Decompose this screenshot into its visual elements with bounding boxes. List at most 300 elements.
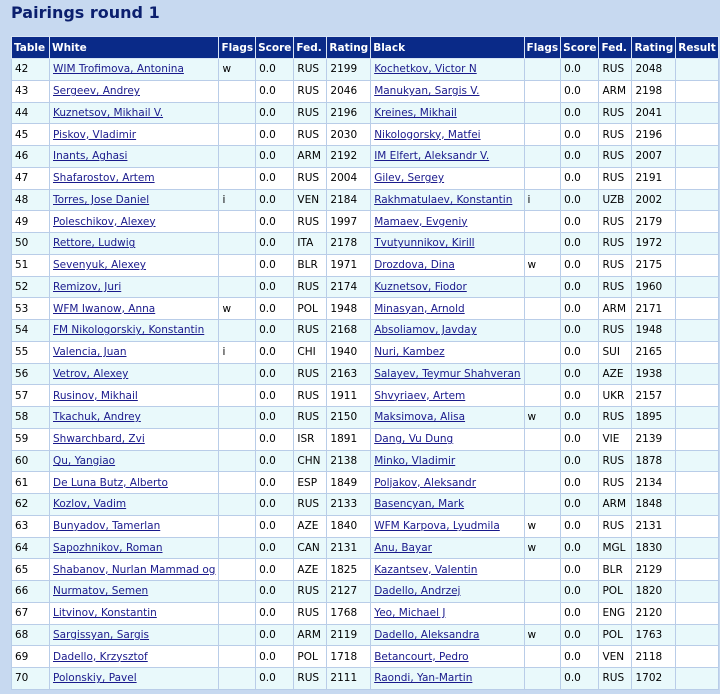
- white-player-link[interactable]: De Luna Butz, Alberto: [53, 476, 168, 489]
- black-rating: 2007: [635, 150, 663, 163]
- white-score-cell: [256, 537, 294, 559]
- white-score-cell: [256, 646, 294, 668]
- white-player-cell: [50, 233, 219, 255]
- white-federation: RUS: [297, 672, 320, 685]
- table-number: 70: [15, 672, 29, 685]
- white-score: 0.0: [259, 607, 276, 620]
- white-player-link[interactable]: Tkachuk, Andrey: [53, 411, 141, 424]
- black-rating-cell: [632, 298, 676, 320]
- white-federation: RUS: [297, 585, 320, 598]
- black-score: 0.0: [564, 389, 581, 402]
- black-player-link[interactable]: Minko, Vladimir: [374, 454, 456, 467]
- white-flags-cell: [219, 102, 256, 124]
- black-rating-cell: [632, 407, 676, 429]
- white-score: 0.0: [259, 106, 276, 119]
- white-rating-cell: [327, 428, 371, 450]
- table-number: 58: [15, 411, 29, 424]
- black-score-cell: [561, 581, 599, 603]
- black-player-link[interactable]: IM Elfert, Aleksandr V.: [374, 150, 490, 163]
- white-player-link[interactable]: Kozlov, Vadim: [53, 498, 127, 511]
- white-score: 0.0: [259, 346, 276, 359]
- white-score-cell: [256, 472, 294, 494]
- table-number-cell: [12, 515, 50, 537]
- white-score-cell: [256, 602, 294, 624]
- white-rating: 2138: [330, 454, 358, 467]
- white-player-link[interactable]: Poleschikov, Alexey: [53, 215, 156, 228]
- white-score-cell: [256, 124, 294, 146]
- black-rating: 2165: [635, 346, 663, 359]
- white-score-cell: [256, 189, 294, 211]
- black-player-link[interactable]: Anu, Bayar: [374, 541, 432, 554]
- white-player-cell: [50, 124, 219, 146]
- black-player-link[interactable]: Absoliamov, Javday: [374, 324, 477, 337]
- black-score-cell: [561, 407, 599, 429]
- white-player-link[interactable]: Shwarchbard, Zvi: [53, 433, 145, 446]
- black-rating-cell: [632, 124, 676, 146]
- black-score: 0.0: [564, 454, 581, 467]
- black-federation-cell: [599, 559, 632, 581]
- white-federation-cell: [294, 407, 327, 429]
- black-flags-cell: [524, 559, 561, 581]
- black-score-cell: [561, 211, 599, 233]
- black-player-link[interactable]: Kochetkov, Victor N: [374, 63, 477, 76]
- result-cell: [676, 515, 719, 537]
- white-score: 0.0: [259, 237, 276, 250]
- black-player-link[interactable]: Kazantsev, Valentin: [374, 563, 478, 576]
- black-score: 0.0: [564, 172, 581, 185]
- white-score-cell: [256, 407, 294, 429]
- black-flags: i: [527, 193, 531, 206]
- black-player-cell: [371, 668, 524, 690]
- white-flags-cell: [219, 472, 256, 494]
- black-player-link[interactable]: Dadello, Aleksandra: [374, 628, 480, 641]
- white-score-cell: [256, 276, 294, 298]
- white-federation-cell: [294, 276, 327, 298]
- white-federation: RUS: [297, 215, 320, 228]
- black-score-cell: [561, 537, 599, 559]
- result-cell: [676, 537, 719, 559]
- white-player-cell: [50, 341, 219, 363]
- white-player-link[interactable]: Sargissyan, Sargis: [53, 628, 150, 641]
- black-player-cell: [371, 211, 524, 233]
- white-federation-cell: [294, 668, 327, 690]
- white-player-cell: [50, 385, 219, 407]
- white-flags: w: [222, 63, 232, 76]
- black-federation: RUS: [602, 259, 625, 272]
- black-player-cell: [371, 428, 524, 450]
- black-rating: 2120: [635, 607, 663, 620]
- black-federation: UKR: [602, 389, 625, 402]
- white-player-cell: [50, 450, 219, 472]
- white-player-link[interactable]: Valencia, Juan: [53, 346, 127, 359]
- white-rating: 1948: [330, 302, 358, 315]
- black-flags-cell: [524, 385, 561, 407]
- white-player-link[interactable]: Sergeev, Andrey: [53, 85, 140, 98]
- white-player-link[interactable]: Rusinov, Mikhail: [53, 389, 138, 402]
- white-player-link[interactable]: Kuznetsov, Mikhail V.: [53, 106, 164, 119]
- black-federation: ARM: [602, 498, 627, 511]
- black-player-link[interactable]: Nikologorsky, Matfei: [374, 128, 481, 141]
- white-player-link[interactable]: Torres, Jose Daniel: [53, 193, 150, 206]
- black-flags-cell: [524, 80, 561, 102]
- black-player-link[interactable]: Mamaev, Evgeniy: [374, 215, 468, 228]
- black-rating-cell: [632, 537, 676, 559]
- white-player-link[interactable]: Dadello, Krzysztof: [53, 650, 148, 663]
- white-player-cell: [50, 189, 219, 211]
- white-score-cell: [256, 146, 294, 168]
- black-federation: RUS: [602, 63, 625, 76]
- table-number-cell: [12, 233, 50, 255]
- white-player-link[interactable]: Inants, Aghasi: [53, 150, 128, 163]
- white-rating: 2004: [330, 172, 358, 185]
- black-federation: RUS: [602, 150, 625, 163]
- table-number-cell: [12, 167, 50, 189]
- black-federation-cell: [599, 450, 632, 472]
- black-federation: RUS: [602, 324, 625, 337]
- white-player-cell: [50, 537, 219, 559]
- white-player-link[interactable]: Polonskiy, Pavel: [53, 672, 137, 685]
- black-player-link[interactable]: Maksimova, Alisa: [374, 411, 466, 424]
- black-player-link[interactable]: Betancourt, Pedro: [374, 650, 469, 663]
- black-flags-cell: [524, 124, 561, 146]
- white-player-link[interactable]: Shabanov, Nurlan Mammad og: [53, 563, 216, 576]
- white-player-cell: [50, 581, 219, 603]
- white-rating-cell: [327, 537, 371, 559]
- white-rating: 1971: [330, 259, 358, 272]
- white-player-link[interactable]: FM Nikologorskiy, Konstantin: [53, 324, 205, 337]
- black-flags-cell: [524, 102, 561, 124]
- black-federation: ARM: [602, 85, 627, 98]
- black-rating-cell: [632, 146, 676, 168]
- table-number-cell: [12, 646, 50, 668]
- table-row: [12, 581, 719, 603]
- black-score-cell: [561, 189, 599, 211]
- table-number-cell: [12, 298, 50, 320]
- black-score: 0.0: [564, 193, 581, 206]
- white-player-link[interactable]: Piskov, Vladimir: [53, 128, 137, 141]
- white-score-cell: [256, 450, 294, 472]
- table-number-cell: [12, 320, 50, 342]
- black-rating-cell: [632, 668, 676, 690]
- table-number-cell: [12, 472, 50, 494]
- white-player-link[interactable]: WFM Iwanow, Anna: [53, 302, 156, 315]
- white-rating-cell: [327, 59, 371, 81]
- black-score-cell: [561, 494, 599, 516]
- white-player-cell: [50, 80, 219, 102]
- white-federation-cell: [294, 537, 327, 559]
- black-player-link[interactable]: Minasyan, Arnold: [374, 302, 465, 315]
- black-player-link[interactable]: Gilev, Sergey: [374, 172, 445, 185]
- table-number: 61: [15, 476, 29, 489]
- white-flags-cell: [219, 450, 256, 472]
- black-score-cell: [561, 146, 599, 168]
- white-score-cell: [256, 59, 294, 81]
- white-player-link[interactable]: Rettore, Ludwig: [53, 237, 136, 250]
- black-score-cell: [561, 363, 599, 385]
- table-number-cell: [12, 624, 50, 646]
- black-score: 0.0: [564, 607, 581, 620]
- white-flags-cell: [219, 320, 256, 342]
- black-player-cell: [371, 146, 524, 168]
- white-rating: 2163: [330, 367, 358, 380]
- white-player-link[interactable]: Sapozhnikov, Roman: [53, 541, 163, 554]
- black-rating-cell: [632, 320, 676, 342]
- white-player-link[interactable]: Sevenyuk, Alexey: [53, 259, 147, 272]
- table-number-cell: [12, 59, 50, 81]
- white-player-cell: [50, 602, 219, 624]
- pairings-table: [11, 36, 719, 690]
- black-federation: RUS: [602, 128, 625, 141]
- black-score-cell: [561, 515, 599, 537]
- black-player-link[interactable]: Kuznetsov, Fiodor: [374, 280, 467, 293]
- white-score: 0.0: [259, 172, 276, 185]
- table-row: [12, 450, 719, 472]
- white-rating-cell: [327, 189, 371, 211]
- white-federation-cell: [294, 80, 327, 102]
- black-rating-cell: [632, 80, 676, 102]
- white-player-cell: [50, 363, 219, 385]
- white-rating-cell: [327, 276, 371, 298]
- black-flags-cell: [524, 189, 561, 211]
- black-player-link[interactable]: Basencyan, Mark: [374, 498, 465, 511]
- black-player-link[interactable]: Dang, Vu Dung: [374, 433, 454, 446]
- white-player-link[interactable]: Nurmatov, Semen: [53, 585, 149, 598]
- black-federation-cell: [599, 146, 632, 168]
- black-player-link[interactable]: Raondi, Yan-Martin: [374, 672, 473, 685]
- white-federation-cell: [294, 559, 327, 581]
- black-flags-cell: [524, 581, 561, 603]
- black-rating-cell: [632, 254, 676, 276]
- white-flags-cell: [219, 581, 256, 603]
- black-federation: VIE: [602, 433, 620, 446]
- black-score-cell: [561, 124, 599, 146]
- white-player-cell: [50, 494, 219, 516]
- black-federation-cell: [599, 211, 632, 233]
- white-rating-cell: [327, 211, 371, 233]
- black-federation-cell: [599, 494, 632, 516]
- white-flags-cell: [219, 385, 256, 407]
- white-rating: 1840: [330, 520, 358, 533]
- white-score-cell: [256, 515, 294, 537]
- white-federation: AZE: [297, 563, 319, 576]
- black-flags: w: [527, 628, 537, 641]
- black-score-cell: [561, 559, 599, 581]
- black-player-cell: [371, 407, 524, 429]
- black-player-link[interactable]: WFM Karpova, Lyudmila: [374, 520, 500, 533]
- result-cell: [676, 407, 719, 429]
- black-score: 0.0: [564, 520, 581, 533]
- white-rating: 1768: [330, 607, 358, 620]
- black-flags-cell: [524, 146, 561, 168]
- black-rating: 2041: [635, 106, 663, 119]
- table-row: [12, 428, 719, 450]
- white-federation-cell: [294, 428, 327, 450]
- black-federation: BLR: [602, 563, 623, 576]
- black-player-link[interactable]: Dadello, Andrzej: [374, 585, 461, 598]
- white-player-cell: [50, 428, 219, 450]
- white-rating-cell: [327, 233, 371, 255]
- black-player-cell: [371, 124, 524, 146]
- black-score: 0.0: [564, 433, 581, 446]
- black-score: 0.0: [564, 476, 581, 489]
- table-number-cell: [12, 494, 50, 516]
- table-number: 46: [15, 150, 29, 163]
- white-federation: ISR: [297, 433, 315, 446]
- black-flags-cell: [524, 450, 561, 472]
- table-number: 60: [15, 454, 29, 467]
- white-score: 0.0: [259, 85, 276, 98]
- page-title: Pairings round 1: [11, 3, 160, 22]
- white-federation-cell: [294, 494, 327, 516]
- black-flags-cell: [524, 167, 561, 189]
- black-rating: 2131: [635, 520, 663, 533]
- black-rating-cell: [632, 233, 676, 255]
- white-flags-cell: [219, 298, 256, 320]
- table-number-cell: [12, 559, 50, 581]
- white-score-cell: [256, 102, 294, 124]
- black-flags-cell: [524, 254, 561, 276]
- black-federation: MGL: [602, 541, 626, 554]
- result-cell: [676, 211, 719, 233]
- black-rating-cell: [632, 363, 676, 385]
- white-federation: ITA: [297, 237, 314, 250]
- black-flags-cell: [524, 515, 561, 537]
- white-federation: ARM: [297, 150, 321, 163]
- black-player-link[interactable]: Poljakov, Aleksandr: [374, 476, 477, 489]
- result-cell: [676, 146, 719, 168]
- black-player-link[interactable]: Drozdova, Dina: [374, 259, 455, 272]
- black-rating-cell: [632, 428, 676, 450]
- result-cell: [676, 646, 719, 668]
- white-player-cell: [50, 624, 219, 646]
- black-player-link[interactable]: Rakhmatulaev, Konstantin: [374, 193, 513, 206]
- black-score-cell: [561, 624, 599, 646]
- white-rating: 2111: [330, 672, 358, 685]
- white-player-link[interactable]: Bunyadov, Tamerlan: [53, 520, 161, 533]
- black-player-link[interactable]: Salayev, Teymur Shahveran: [374, 367, 521, 380]
- table-number-cell: [12, 668, 50, 690]
- black-player-cell: [371, 298, 524, 320]
- black-rating: 2118: [635, 650, 663, 663]
- white-score-cell: [256, 428, 294, 450]
- white-rating-cell: [327, 407, 371, 429]
- black-score: 0.0: [564, 324, 581, 337]
- result-cell: [676, 450, 719, 472]
- table-row: [12, 320, 719, 342]
- white-federation: CAN: [297, 541, 320, 554]
- white-score: 0.0: [259, 650, 276, 663]
- black-score: 0.0: [564, 85, 581, 98]
- white-score: 0.0: [259, 324, 276, 337]
- white-player-link[interactable]: Shafarostov, Artem: [53, 172, 155, 185]
- white-federation-cell: [294, 298, 327, 320]
- result-cell: [676, 385, 719, 407]
- white-flags-cell: [219, 254, 256, 276]
- black-federation: UZB: [602, 193, 625, 206]
- table-number-cell: [12, 211, 50, 233]
- result-cell: [676, 102, 719, 124]
- white-rating: 1940: [330, 346, 358, 359]
- black-federation-cell: [599, 276, 632, 298]
- black-federation: RUS: [602, 672, 625, 685]
- white-player-link[interactable]: Vetrov, Alexey: [53, 367, 129, 380]
- white-flags-cell: [219, 124, 256, 146]
- white-federation: ESP: [297, 476, 318, 489]
- white-rating: 2150: [330, 411, 358, 424]
- result-cell: [676, 276, 719, 298]
- table-number-cell: [12, 146, 50, 168]
- result-cell: [676, 624, 719, 646]
- black-player-link[interactable]: Yeo, Michael J: [374, 607, 446, 620]
- table-number-cell: [12, 341, 50, 363]
- black-player-link[interactable]: Kreines, Mikhail: [374, 106, 457, 119]
- result-cell: [676, 189, 719, 211]
- white-flags-cell: [219, 515, 256, 537]
- white-rating: 2046: [330, 85, 358, 98]
- black-rating: 1878: [635, 454, 663, 467]
- black-player-link[interactable]: Manukyan, Sargis V.: [374, 85, 480, 98]
- black-player-link[interactable]: Nuri, Kambez: [374, 346, 445, 359]
- black-federation-cell: [599, 602, 632, 624]
- black-score: 0.0: [564, 302, 581, 315]
- black-player-link[interactable]: Shvyriaev, Artem: [374, 389, 466, 402]
- black-federation-cell: [599, 102, 632, 124]
- black-flags-cell: [524, 59, 561, 81]
- result-cell: [676, 602, 719, 624]
- black-rating: 1830: [635, 541, 663, 554]
- white-player-link[interactable]: Remizov, Juri: [53, 280, 122, 293]
- black-score: 0.0: [564, 672, 581, 685]
- black-flags-cell: [524, 211, 561, 233]
- black-score-cell: [561, 668, 599, 690]
- black-federation: POL: [602, 628, 623, 641]
- white-federation-cell: [294, 581, 327, 603]
- result-cell: [676, 124, 719, 146]
- white-flags-cell: [219, 211, 256, 233]
- white-player-cell: [50, 298, 219, 320]
- black-rating: 2171: [635, 302, 663, 315]
- table-number: 68: [15, 628, 29, 641]
- white-score-cell: [256, 211, 294, 233]
- white-score: 0.0: [259, 585, 276, 598]
- white-rating-cell: [327, 146, 371, 168]
- white-rating: 1997: [330, 215, 358, 228]
- black-rating-cell: [632, 515, 676, 537]
- col-header-white-rating: Rating: [327, 37, 371, 59]
- black-flags: w: [527, 259, 537, 272]
- table-number-cell: [12, 80, 50, 102]
- table-number-cell: [12, 450, 50, 472]
- black-player-cell: [371, 167, 524, 189]
- white-player-link[interactable]: Qu, Yangiao: [53, 454, 116, 467]
- white-rating: 2199: [330, 63, 358, 76]
- black-score-cell: [561, 233, 599, 255]
- black-rating-cell: [632, 494, 676, 516]
- black-player-link[interactable]: Tvutyunnikov, Kirill: [374, 237, 475, 250]
- white-player-link[interactable]: WIM Trofimova, Antonina: [53, 63, 184, 76]
- black-player-cell: [371, 494, 524, 516]
- black-score: 0.0: [564, 563, 581, 576]
- white-rating: 2127: [330, 585, 358, 598]
- white-player-link[interactable]: Litvinov, Konstantin: [53, 607, 157, 620]
- black-rating-cell: [632, 624, 676, 646]
- white-rating-cell: [327, 298, 371, 320]
- black-rating: 2134: [635, 476, 663, 489]
- white-flags-cell: [219, 341, 256, 363]
- black-player-cell: [371, 602, 524, 624]
- black-player-cell: [371, 450, 524, 472]
- white-rating: 2196: [330, 106, 358, 119]
